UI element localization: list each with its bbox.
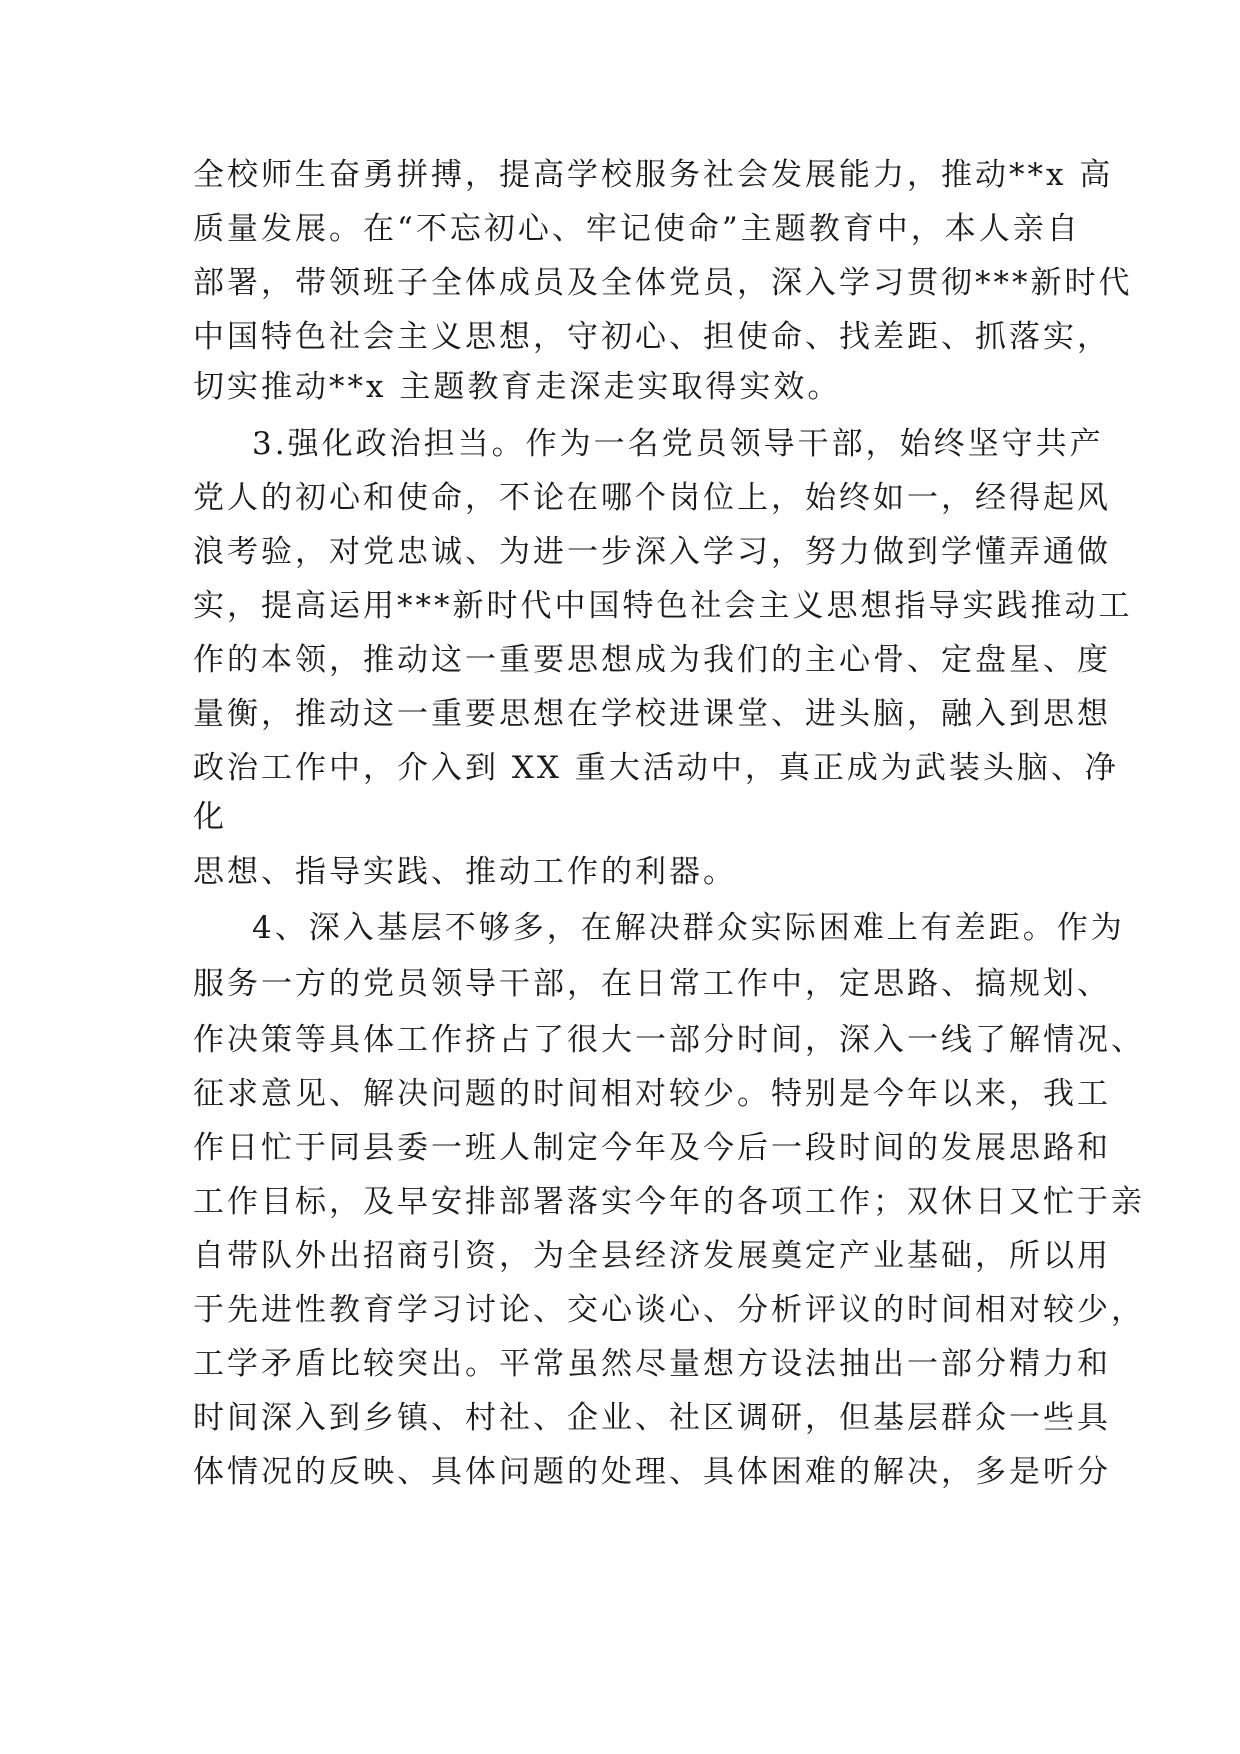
text-line: 作决策等具体工作挤占了很大一部分时间，深入一线了解情况、 [193, 1022, 1145, 1058]
text-line: 征求意见、解决问题的时间相对较少。特别是今年以来，我工 [193, 1076, 1111, 1112]
text-line: 时间深入到乡镇、村社、企业、社区调研，但基层群众一些具 [193, 1400, 1111, 1436]
text-line: 思想、指导实践、推动工作的利器。 [193, 854, 737, 890]
text-line: 工作目标，及早安排部署落实今年的各项工作；双休日又忙于亲 [193, 1184, 1145, 1220]
text-line: 工学矛盾比较突出。平常虽然尽量想方设法抽出一部分精力和 [193, 1346, 1111, 1382]
paragraph-3-first-line: 3.强化政治担当。作为一名党员领导干部，始终坚守共产 [252, 426, 1104, 462]
text-line: 于先进性教育学习讨论、交心谈心、分析评议的时间相对较少， [193, 1292, 1145, 1328]
text-line: 服务一方的党员领导干部，在日常工作中，定思路、搞规划、 [193, 966, 1111, 1002]
text-line: 实，提高运用***新时代中国特色社会主义思想指导实践推动工 [193, 588, 1133, 624]
text-line: 切实推动**x 主题教育走深走实取得实效。 [193, 369, 842, 405]
text-line: 部署，带领班子全体成员及全体党员，深入学习贯彻***新时代 [193, 265, 1133, 301]
text-line: 量衡，推动这一重要思想在学校进课堂、进头脑，融入到思想 [193, 696, 1111, 732]
text-line: 中国特色社会主义思想，守初心、担使命、找差距、抓落实， [193, 319, 1111, 355]
text-line: 政治工作中，介入到 XX 重大活动中，真正成为武装头脑、净 [193, 750, 1119, 786]
text-line: 全校师生奋勇拼搏，提高学校服务社会发展能力，推动**x 高 [193, 157, 1114, 193]
text-line: 作日忙于同县委一班人制定今年及今后一段时间的发展思路和 [193, 1130, 1111, 1166]
text-line: 化 [193, 799, 227, 835]
text-line: 作的本领，推动这一重要思想成为我们的主心骨、定盘星、度 [193, 642, 1111, 678]
text-line: 体情况的反映、具体问题的处理、具体困难的解决，多是听分 [193, 1454, 1111, 1490]
text-line: 党人的初心和使命，不论在哪个岗位上，始终如一，经得起风 [193, 480, 1111, 516]
paragraph-4-first-line: 4、深入基层不够多，在解决群众实际困难上有差距。作为 [252, 910, 1125, 946]
text-line: 自带队外出招商引资，为全县经济发展奠定产业基础，所以用 [193, 1238, 1111, 1274]
text-line: 质量发展。在“不忘初心、牢记使命”主题教育中，本人亲自 [193, 211, 1081, 247]
text-line: 浪考验，对党忠诚、为进一步深入学习，努力做到学懂弄通做 [193, 534, 1111, 570]
